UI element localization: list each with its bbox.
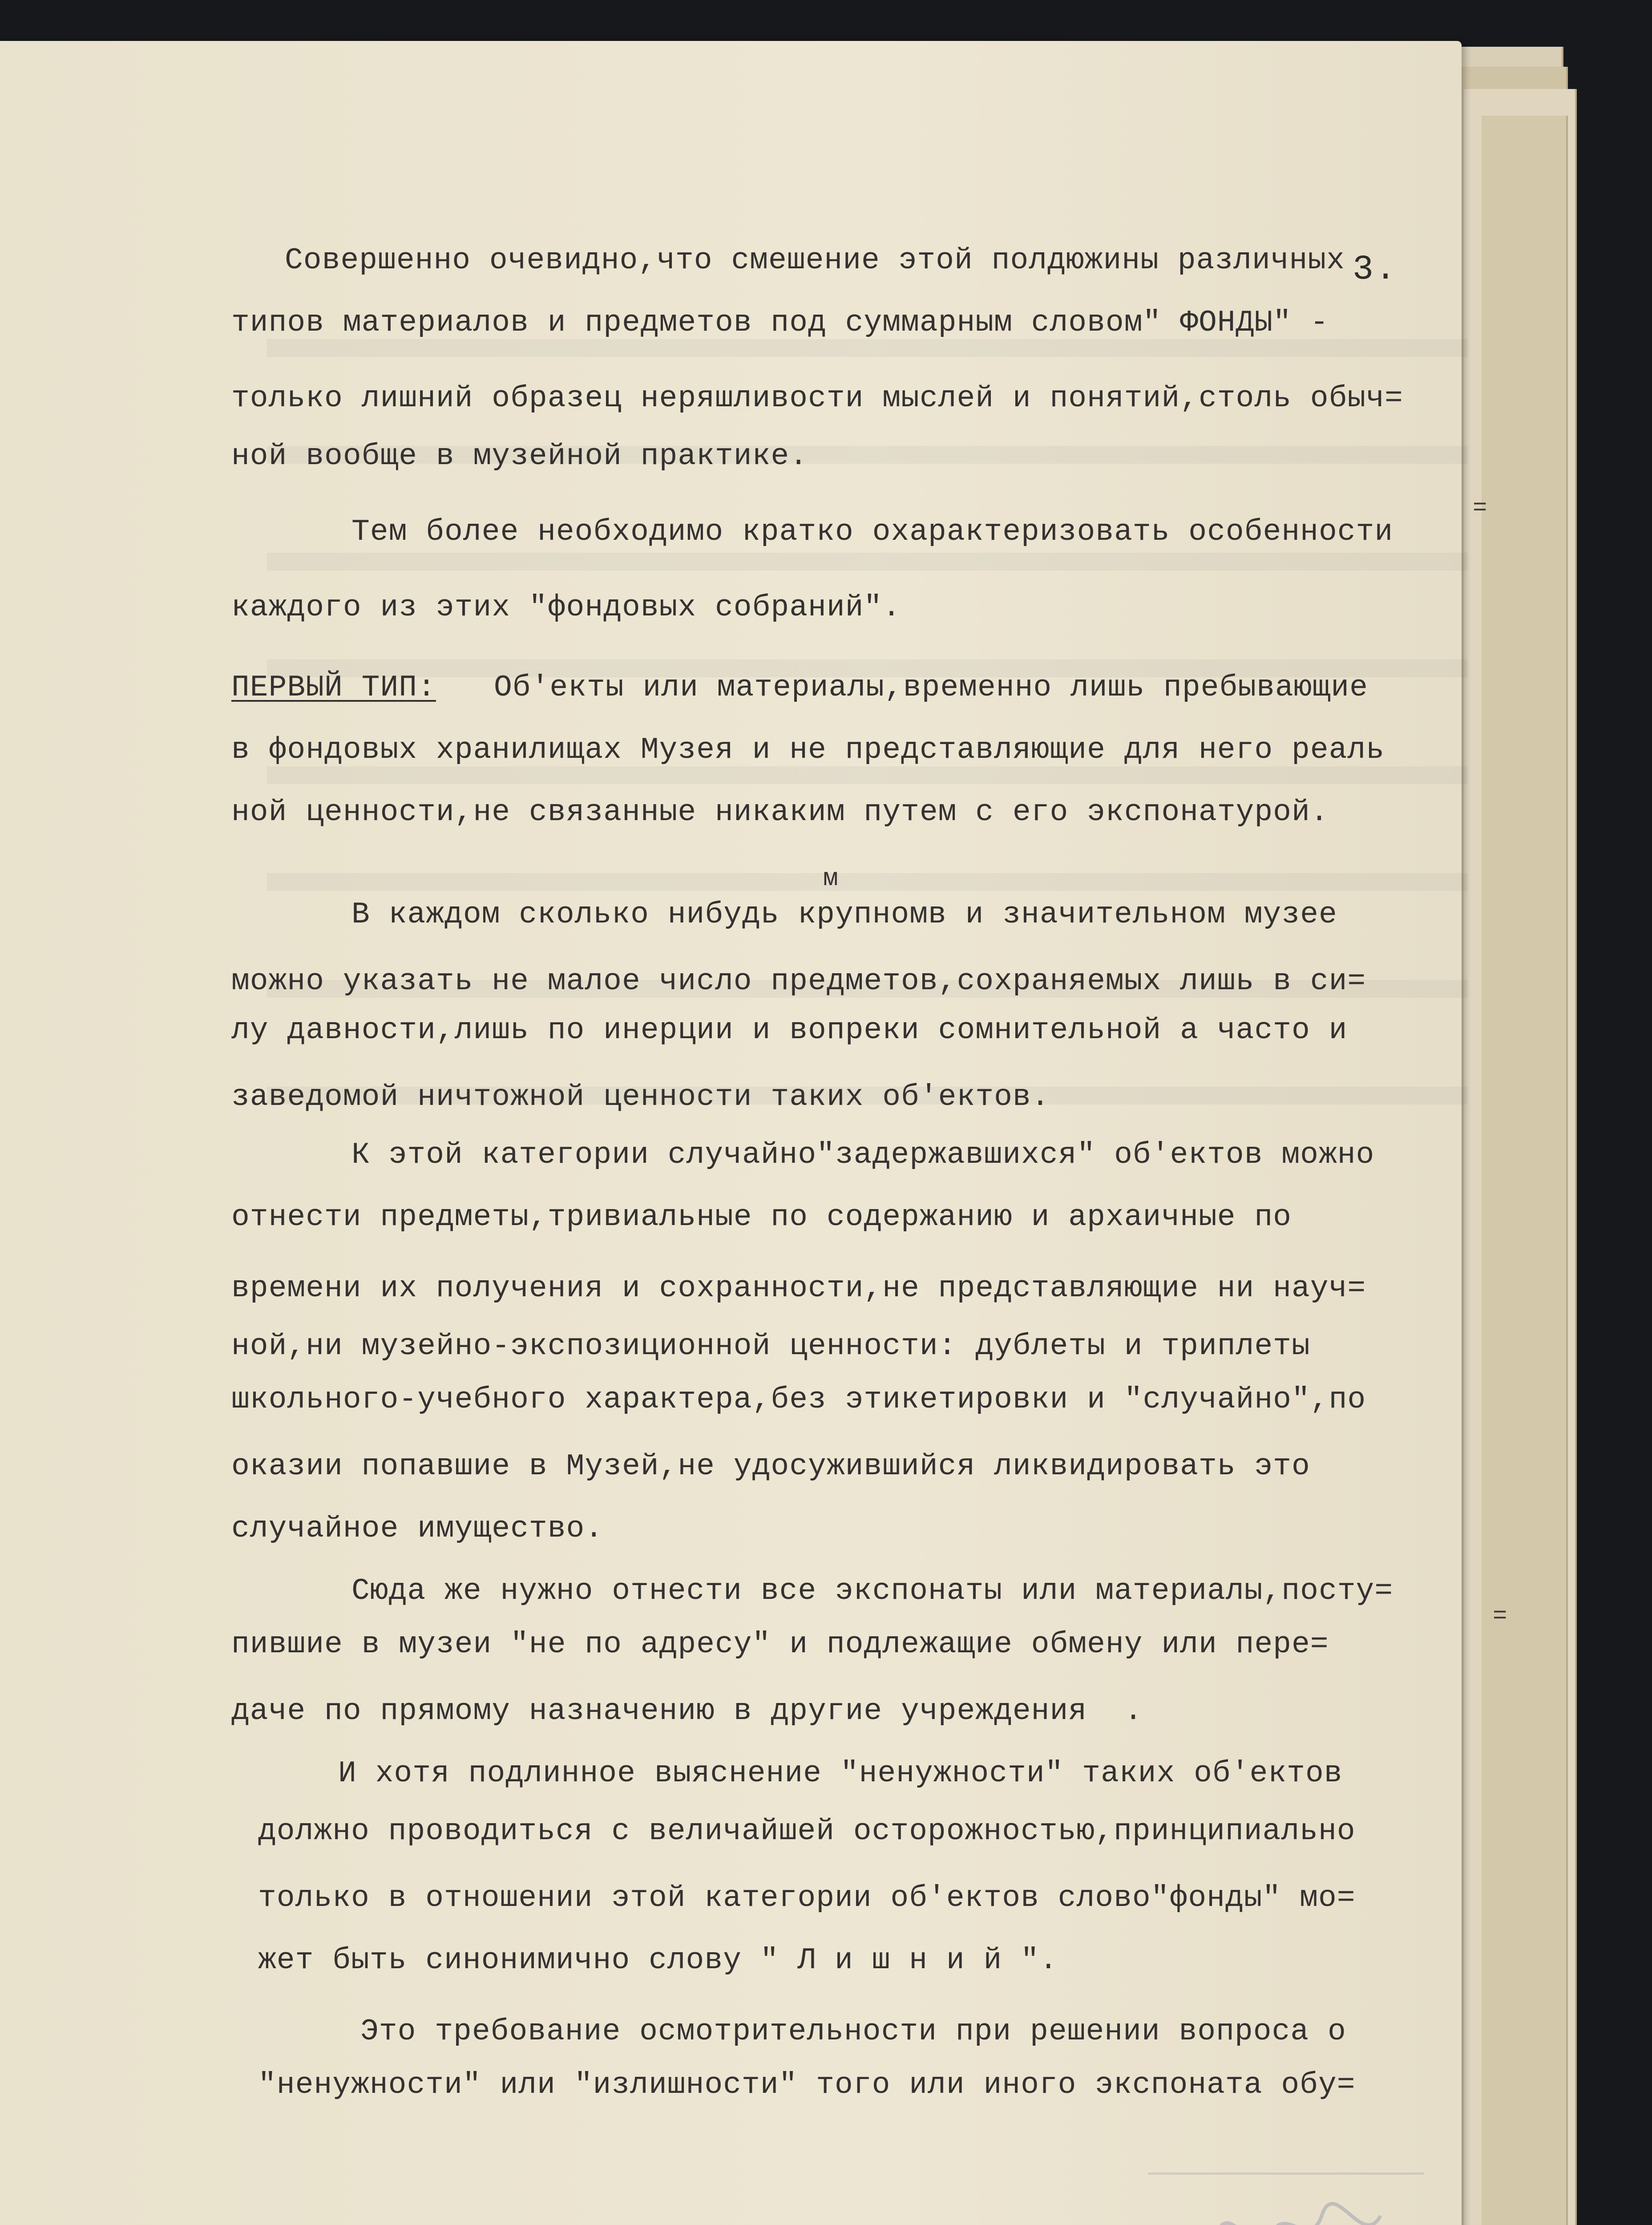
text-line: школьного-учебного характера,без этикетировки и "случайно",по	[231, 1383, 1366, 1417]
text-line: только в отношении этой категории об'ектов слово"фонды" мо=	[258, 1881, 1356, 1915]
text-line: В каждом сколько нибудь крупномв и значительном музее	[351, 898, 1337, 932]
text-line: даче по прямому назначению в другие учреждения .	[231, 1694, 1143, 1728]
text-line: Совершенно очевидно,что смешение этой полдюжины различных	[285, 243, 1345, 278]
text-line: Тем более необходимо кратко охарактеризовать особенности	[351, 515, 1393, 549]
text-line: И хотя подлинное выяснение "ненужности" таких об'ектов	[338, 1756, 1343, 1791]
text-line: отнести предметы,тривиальные по содержанию и архаичные по	[231, 1200, 1292, 1234]
text-line: К этой категории случайно"задержавшихся" об'ектов можно	[351, 1138, 1375, 1172]
margin-mark: =	[1473, 495, 1487, 522]
text-line: типов материалов и предметов под суммарным словом" ФОНДЫ" -	[231, 306, 1329, 340]
stamp-scribble-icon	[1100, 2193, 1390, 2225]
text-line: заведомой ничтожной ценности таких об'ектов.	[231, 1080, 1050, 1114]
text-line: "ненужности" или "излишности" того или иного экспоната обу=	[258, 2068, 1356, 2102]
text-line: Об'екты или материалы,временно лишь пребывающие	[494, 671, 1368, 705]
text-line: времени их получения и сохранности,не представляющие ни науч=	[231, 1271, 1366, 1306]
text-line: ной,ни музейно-экспозиционной ценности: дублеты и триплеты	[231, 1329, 1310, 1363]
margin-mark: =	[1493, 1603, 1507, 1630]
text-line: оказии попавшие в Музей,не удосужившийся ликвидировать это	[231, 1449, 1310, 1484]
text-line: лу давности,лишь по инерции и вопреки сомнительной а часто и	[231, 1013, 1348, 1048]
typewritten-page	[0, 41, 1507, 2225]
text-line: Это требование осмотрительности при решении вопроса о	[360, 2015, 1346, 2049]
page-number: 3.	[1353, 250, 1398, 289]
text-line: в фондовых хранилищах Музея и не представляющие для него реаль	[231, 733, 1385, 767]
section-heading: ПЕРВЫЙ ТИП:	[231, 671, 436, 705]
text-line: жет быть синонимично слову " Л и ш н и й ".	[258, 1943, 1058, 1978]
stamp-rule	[1148, 2172, 1424, 2175]
text-line: случайное имущество.	[231, 1512, 604, 1546]
text-line: должно проводиться с величайшей осторожностью,принципиально	[258, 1814, 1356, 1849]
text-line: можно указать не малое число предметов,сохраняемых лишь в си=	[231, 964, 1366, 999]
text-line: каждого из этих "фондовых собраний".	[231, 591, 901, 625]
text-line: только лишний образец неряшливости мыслей и понятий,столь обыч=	[231, 381, 1403, 416]
handwritten-insertion: м	[823, 864, 838, 893]
text-line: Сюда же нужно отнести все экспонаты или материалы,посту=	[351, 1574, 1393, 1608]
text-line: ной ценности,не связанные никаким путем с его экспонатурой.	[231, 795, 1329, 829]
back-sheet	[1482, 116, 1568, 2225]
text-line: ной вообще в музейной практике.	[231, 439, 808, 473]
text-line: пившие в музеи "не по адресу" и подлежащие обмену или пере=	[231, 1627, 1329, 1662]
archive-stamp	[1100, 2193, 1392, 2225]
